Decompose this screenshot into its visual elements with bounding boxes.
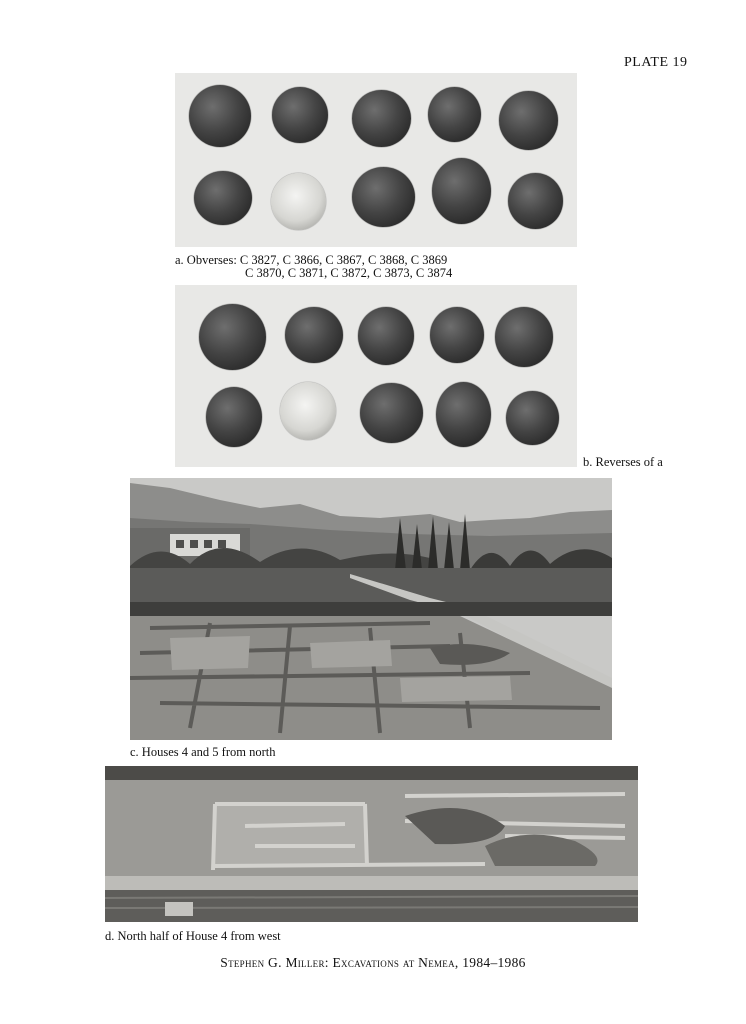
coin-obverse-c3866 [272,87,328,143]
coin-reverse-4 [430,307,484,363]
page-footer: Stephen G. Miller: Excavations at Nemea, 1984–1986 [220,955,526,970]
house-4-scene [105,766,638,922]
near-walkway [105,876,638,890]
coin-reverse-2 [285,307,343,363]
coin-obverse-c3827 [189,85,251,147]
caption-b: b. Reverses of a [583,455,663,469]
trench-edge [130,602,612,616]
coin-reverse-7 [280,382,336,440]
plate-number: PLATE 19 [624,55,688,70]
coin-reverse-8 [360,383,423,443]
room-floor [213,806,367,868]
coin-obverse-c3867 [352,90,411,147]
coin-reverse-1 [199,304,266,370]
coins-reverse-photo [175,285,577,467]
houses-4-5-photo [130,478,612,740]
coin-obverse-c3871 [271,173,326,230]
coins-obverse-photo [175,73,577,247]
houses-4-5-scene [130,478,612,740]
coin-reverse-9 [436,382,491,447]
coin-obverse-c3874 [508,173,563,229]
coin-reverse-6 [206,387,262,447]
caption-a-line1: a. Obverses: C 3827, C 3866, C 3867, C 3868, C 3869 [175,253,448,267]
coin-obverse-c3873 [432,158,491,224]
coin-obverse-c3869 [499,91,558,150]
coin-obverse-c3870 [194,171,252,225]
coin-obverse-c3872 [352,167,415,227]
coin-reverse-10 [506,391,559,445]
coin-reverse-5 [495,307,553,367]
coin-obverse-c3868 [428,87,481,142]
caption-d: d. North half of House 4 from west [105,929,281,943]
caption-a-line2: C 3870, C 3871, C 3872, C 3873, C 3874 [245,266,453,280]
block [165,902,193,916]
house-4-north-photo [105,766,638,922]
coin-reverse-3 [358,307,414,365]
caption-c: c. Houses 4 and 5 from north [130,745,276,759]
far-trench-edge [105,766,638,780]
